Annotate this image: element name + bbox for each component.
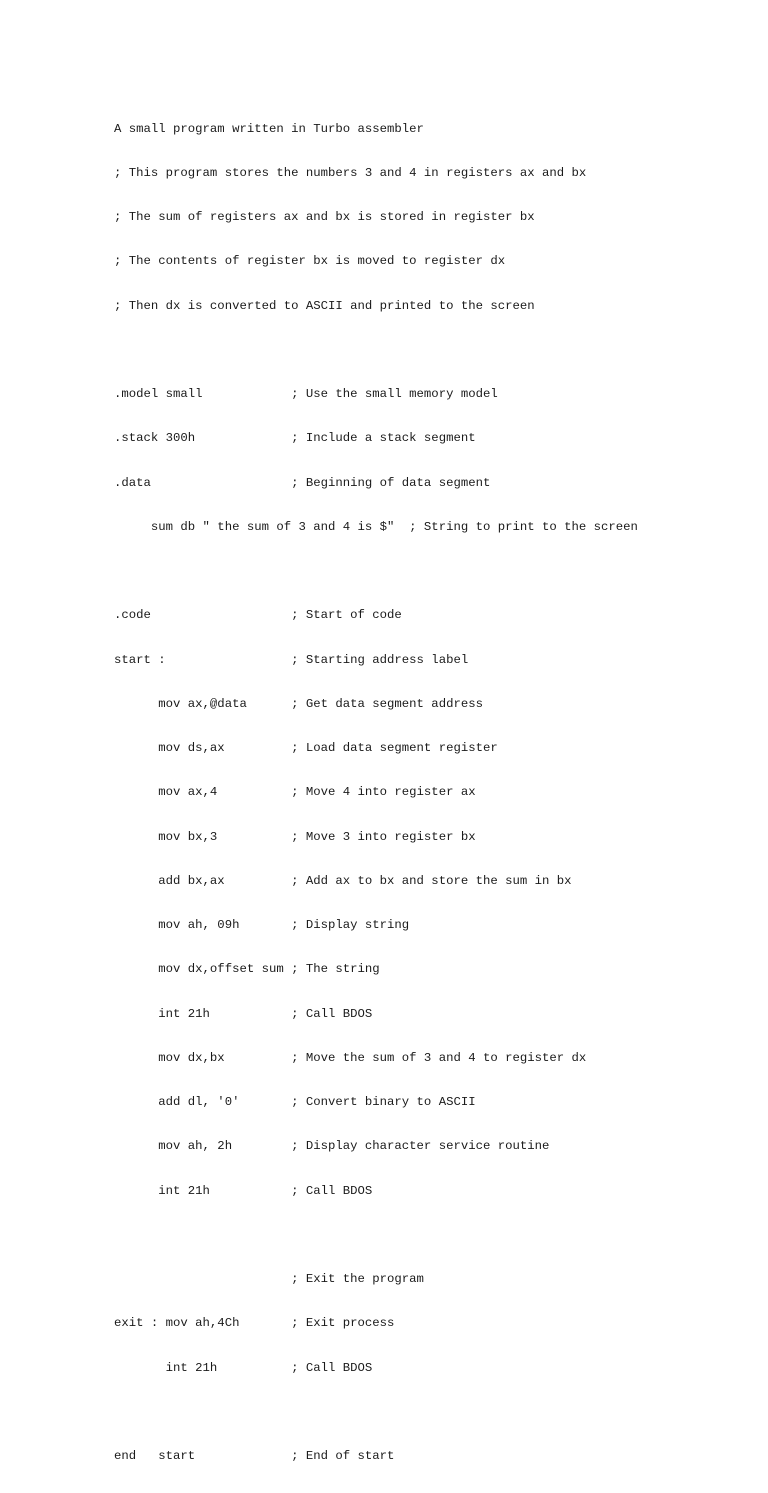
comment-line: ; Then dx is converted to ASCII and printed to the screen xyxy=(114,298,535,313)
code-line: mov ax,4 ; Move 4 into register ax xyxy=(114,785,476,800)
code-line: .model small ; Use the small memory model xyxy=(114,387,498,401)
code-line: .stack 300h ; Include a stack segment xyxy=(114,431,476,446)
code-line: mov dx,offset sum ; The string xyxy=(114,962,380,977)
code-line: .data ; Beginning of data segment xyxy=(114,475,491,490)
blank-line xyxy=(114,1405,638,1420)
code-line: mov ah, 09h ; Display string xyxy=(114,918,410,932)
code-line: add dl, '0' ; Convert binary to ASCII xyxy=(114,1095,476,1109)
code-line: mov ah, 2h ; Display character service routine xyxy=(114,1139,550,1154)
program-title-line: A small program written in Turbo assembler xyxy=(114,121,424,136)
code-line: mov ds,ax ; Load data segment register xyxy=(114,741,498,755)
comment-line: ; The sum of registers ax and bx is stored in register bx xyxy=(114,210,535,224)
code-line: mov bx,3 ; Move 3 into register bx xyxy=(114,829,476,844)
code-line: mov ax,@data ; Get data segment address xyxy=(114,696,483,711)
code-line: start : ; Starting address label xyxy=(114,652,469,667)
code-line: ; Exit the program xyxy=(114,1272,424,1286)
code-line: sum db " the sum of 3 and 4 is $" ; String to print to the screen xyxy=(114,519,638,534)
code-line: .code ; Start of code xyxy=(114,608,402,623)
assembly-listing xyxy=(114,92,638,1493)
comment-line: ; This program stores the numbers 3 and 4 in registers ax and bx xyxy=(114,165,587,180)
code-line: int 21h ; Call BDOS xyxy=(114,1006,373,1021)
code-line: exit : mov ah,4Ch ; Exit process xyxy=(114,1316,395,1331)
code-line: add bx,ax ; Add ax to bx and store the sum in bx xyxy=(114,873,572,888)
blank-line xyxy=(114,564,638,579)
comment-line: ; The contents of register bx is moved to register dx xyxy=(114,254,506,269)
blank-line xyxy=(114,1228,638,1243)
code-line: int 21h ; Call BDOS xyxy=(114,1183,373,1198)
code-line: int 21h ; Call BDOS xyxy=(114,1360,373,1375)
code-line: mov dx,bx ; Move the sum of 3 and 4 to register dx xyxy=(114,1050,587,1065)
blank-line xyxy=(114,343,638,358)
code-line: end start ; End of start xyxy=(114,1449,395,1463)
